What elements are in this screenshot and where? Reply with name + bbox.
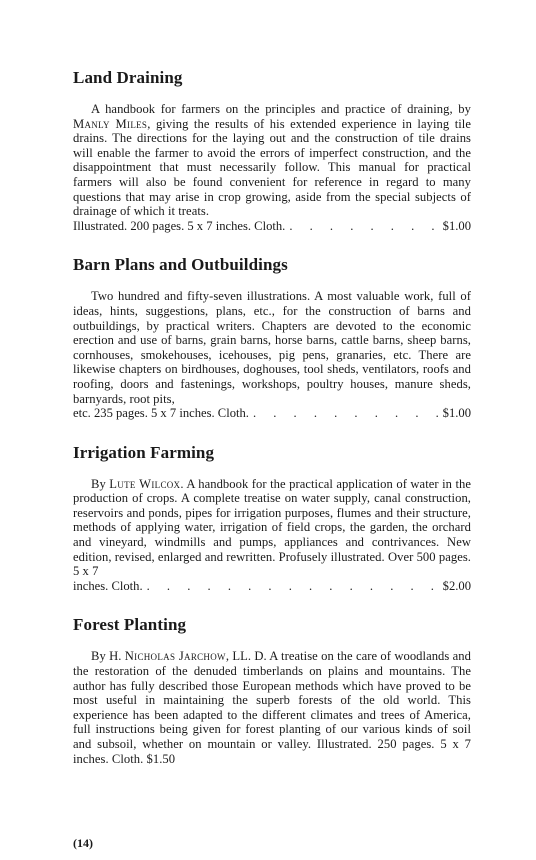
book-details: inches. Cloth.: [73, 578, 143, 593]
book-details: etc. 235 pages. 5 x 7 inches. Cloth.: [73, 406, 249, 421]
page-content: [73, 68, 471, 788]
entry-description: [73, 102, 471, 219]
description-text: , giving the results of his extended experience in laying tile drains. The directions for the laying out and the construction of tile drains will enable the farmer to avoid the errors of imperfect construction, and the disappointment that must necessarily follow. This manual for practical farmers will also be found convenient for reference in regard to many questions that may arise in crop growing, aside from the special subjects of drainage of which it treats.: [73, 116, 471, 219]
description-text: By H.: [91, 649, 125, 664]
entry-title: Irrigation Farming: [73, 442, 215, 462]
entry-title: Barn Plans and Outbuildings: [73, 255, 288, 275]
leader-dots: [285, 219, 438, 234]
description-text: Two hundred and fifty-seven illustrations. A most valuable work, full of ideas, hints, suggestions, plans, etc., for the construction of barns and outbuildings, by practical writers. Chapters are devoted to the economic erection and use of barns, grain barns, horse barns, cattle barns, sheep barns, cornhouses, smokehouses, icehouses, pig pens, granaries, etc. There are likewise chapters on birdhouses, doghouses, tool sheds, ventilators, roofs and roofing, doors and fastenings, workshops, poultry houses, manure sheds, barnyards, root pits,: [73, 289, 471, 406]
leader-dots: [143, 579, 439, 594]
price-line: [73, 219, 471, 234]
entry-title: Land Draining: [73, 68, 183, 87]
description-text: . A handbook for the practical application of water in the production of crops. A complete treatise on water supply, canal construction, reservoirs and ponds, pipes for irrigation purposes, flumes and their structure, methods of applying water, irrigation of field crops, the garden, the orchard and vineyard, windmills and pumps, appliances and contrivances. New edition, revised, enlarged and rewritten. Profusely illustrated. Over 500 pages. 5 x 7: [73, 476, 472, 579]
entry-title: Forest Planting: [73, 615, 187, 635]
entry-description: [73, 649, 471, 766]
price-line: [73, 579, 471, 594]
description-text: A handbook for farmers on the principles and practice of draining, by: [91, 102, 471, 116]
page-number: (14): [73, 836, 93, 850]
author-name: Nicholas Jarchow: [124, 649, 226, 664]
book-price: $2.00: [442, 578, 471, 593]
entry-barn-plans: [73, 255, 471, 420]
book-price: $1.00: [442, 218, 471, 233]
leader-dots: [249, 406, 439, 421]
entry-forest-planting: [73, 615, 471, 766]
entry-description: [73, 477, 471, 579]
author-name: Lute Wilcox: [109, 476, 181, 491]
author-name: Manly Miles: [73, 116, 148, 131]
entry-land-draining: [73, 68, 471, 233]
book-details: Illustrated. 200 pages. 5 x 7 inches. Cloth.: [73, 218, 286, 233]
book-price: $1.00: [442, 406, 471, 421]
entry-description: [73, 289, 471, 406]
description-text: , LL. D. A treatise on the care of woodlands and the restoration of the denuded timberlands on plains and mountains. The author has fully described those European methods which have proved to be most useful in maintaining the superb forests of the old world. This experience has been adapted to the different climates and trees of America, full instructions being given for forest planting of our various kinds of soil and subsoil, whether on mountain or valley. Illustrated. 250 pages. 5 x 7 inches. Cloth. $1.50: [73, 649, 471, 766]
entry-irrigation-farming: [73, 443, 471, 594]
description-text: By: [91, 476, 110, 491]
price-line: [73, 406, 471, 421]
